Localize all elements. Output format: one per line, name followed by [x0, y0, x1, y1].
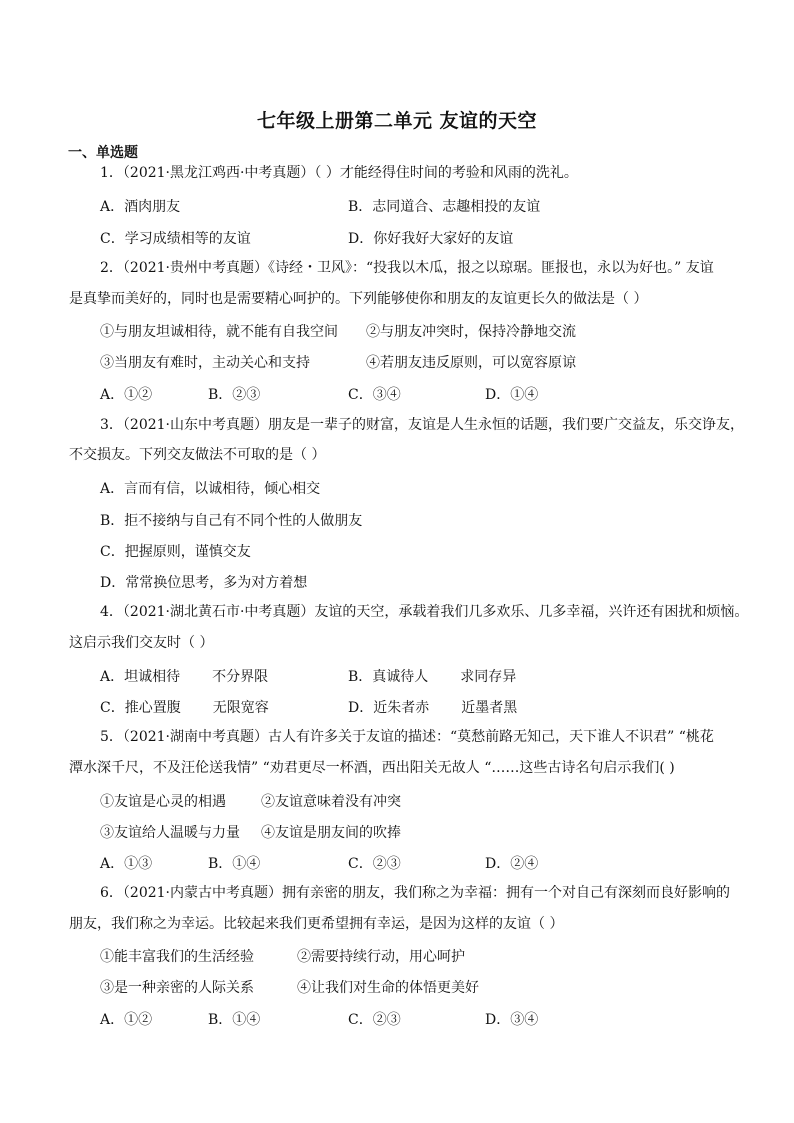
- q5-statement-1: ①友谊是心灵的相遇: [100, 794, 226, 810]
- q6-option-b: B．①④: [208, 1012, 261, 1028]
- q6-option-c: C．②③: [348, 1012, 401, 1028]
- q4-option-a: [100, 666, 268, 686]
- q4-option-c-part-1: C．推心置腹: [100, 700, 181, 716]
- q2-option-a: A．①②: [100, 387, 153, 403]
- q3-option-c: C．把握原则，谨慎交友: [100, 544, 251, 560]
- q5-stem-line-1: 5．（2021·湖南中考真题）古人有许多关于友谊的描述：“莫愁前路无知己，天下谁人不识君” “桃花: [100, 729, 714, 745]
- q6-statement-1: ①能丰富我们的生活经验: [100, 949, 254, 965]
- q6-statement-3: ③是一种亲密的人际关系: [100, 980, 254, 996]
- q6-statement-4: ④让我们对生命的体悟更美好: [297, 980, 479, 996]
- q4-option-d-part-1: D．近朱者赤: [348, 700, 430, 716]
- q5-stem-line-2: 潭水深千尺，不及汪伦送我情” “劝君更尽一杯酒，西出阳关无故人 “……这些古诗名句启示我们( ): [69, 760, 675, 776]
- q4-option-d: [348, 697, 517, 717]
- q4-option-b-part-2: 求同存异: [460, 669, 517, 685]
- q5-statement-2: ②友谊意味着没有冲突: [261, 794, 401, 810]
- q4-option-c: [100, 697, 269, 717]
- q4-option-b-part-1: B．真诚待人: [348, 669, 429, 685]
- q3-stem-line-2: 不交损友。下列交友做法不可取的是（ ）: [69, 447, 326, 463]
- q1-stem: 1．（2021·黑龙江鸡西·中考真题）（ ）才能经得住时间的考验和风雨的洗礼。: [100, 165, 578, 181]
- section-heading: 一、单选题: [68, 145, 138, 161]
- q4-option-a-part-2: 不分界限: [212, 669, 269, 685]
- q4-option-a-part-1: A．坦诚相待: [100, 669, 181, 685]
- q1-option-b: B．志同道合、志趣相投的友谊: [348, 199, 541, 215]
- q5-option-d: D．②④: [485, 856, 539, 872]
- q6-stem-line-2: 朋友，我们称之为幸运。比较起来我们更希望拥有幸运，是因为这样的友谊（ ）: [69, 916, 564, 932]
- q4-stem-line-2: 这启示我们交友时（ ）: [69, 635, 214, 651]
- q2-option-d: D．①④: [485, 387, 539, 403]
- q5-option-b: B．①④: [208, 856, 261, 872]
- document-title: 七年级上册第二单元 友谊的天空: [256, 110, 538, 132]
- q6-option-a: A．①②: [100, 1012, 153, 1028]
- q5-option-a: A．①③: [100, 856, 153, 872]
- q4-option-b: [348, 666, 516, 686]
- q2-stem-line-2: 是真挚而美好的，同时也是需要精心呵护的。下列能够使你和朋友的友谊更长久的做法是（ ）: [69, 291, 648, 307]
- q5-statement-4: ④友谊是朋友间的吹捧: [261, 825, 401, 841]
- q6-statement-2: ②需要持续行动，用心呵护: [297, 949, 465, 965]
- q4-option-d-part-2: 近墨者黑: [461, 700, 518, 716]
- q1-option-c: C．学习成绩相等的友谊: [100, 231, 251, 247]
- q6-option-d: D．③④: [485, 1012, 539, 1028]
- q3-stem-line-1: 3．（2021·山东中考真题）朋友是一辈子的财富，友谊是人生永恒的话题，我们要广交益友，乐交诤友，: [100, 417, 744, 433]
- q5-statement-3: ③友谊给人温暖与力量: [100, 825, 240, 841]
- q2-statement-4: ④若朋友违反原则，可以宽容原谅: [366, 355, 576, 371]
- q3-option-d: D．常常换位思考，多为对方着想: [100, 575, 308, 591]
- q1-option-d: D．你好我好大家好的友谊: [348, 231, 514, 247]
- q4-stem-line-1: 4．（2021·湖北黄石市·中考真题）友谊的天空，承载着我们几多欢乐、几多幸福，兴许还有困扰和烦恼。: [100, 604, 749, 620]
- q3-option-a: A．言而有信，以诚相待，倾心相交: [100, 481, 321, 497]
- q2-statement-1: ①与朋友坦诚相待，就不能有自我空间: [100, 324, 338, 340]
- q4-option-c-part-2: 无限宽容: [212, 700, 269, 716]
- q6-stem-line-1: 6．（2021·内蒙古中考真题）拥有亲密的朋友，我们称之为幸福：拥有一个对自己有深刻而良好影响的: [100, 885, 730, 901]
- q2-statement-3: ③当朋友有难时，主动关心和支持: [100, 355, 310, 371]
- q1-option-a: A．酒肉朋友: [100, 199, 181, 215]
- q5-option-c: C．②③: [348, 856, 401, 872]
- q2-statement-2: ②与朋友冲突时，保持冷静地交流: [366, 324, 576, 340]
- q2-stem-line-1: 2．（2021·贵州中考真题）《诗经・卫风》：“投我以木瓜，报之以琼琚。匪报也，永以为好也。” 友谊: [100, 260, 714, 276]
- q2-option-c: C．③④: [348, 387, 401, 403]
- q3-option-b: B．拒不接纳与自己有不同个性的人做朋友: [100, 513, 363, 529]
- q2-option-b: B．②③: [208, 387, 261, 403]
